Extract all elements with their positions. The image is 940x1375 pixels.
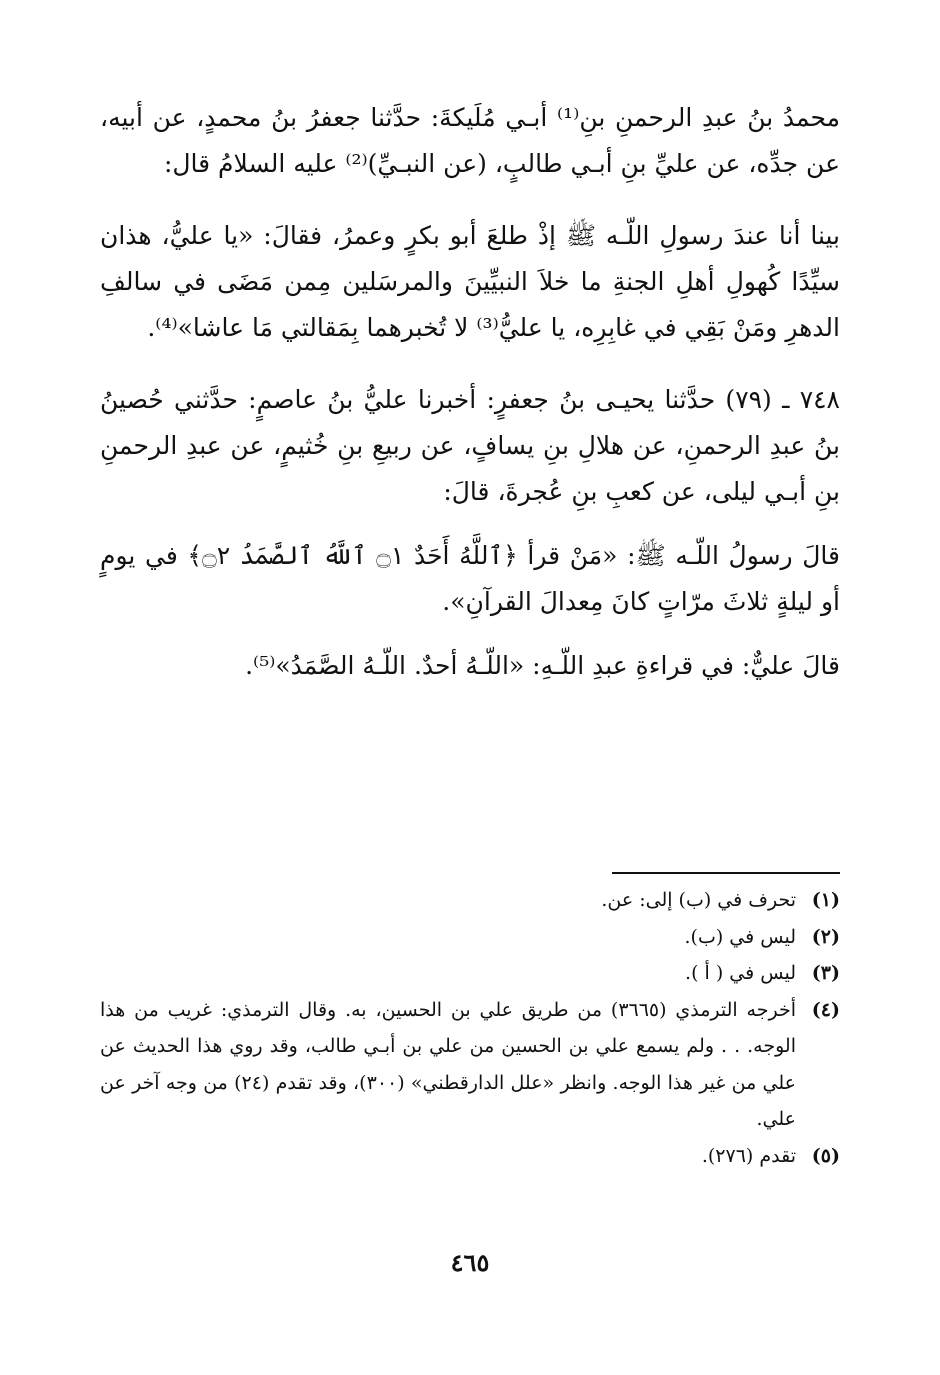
paragraph-ali-reading: قالَ عليٌّ: في قراءةِ عبدِ اللّـهِ: «اللّـهُ أحدٌ. اللّـهُ الصَّمَدُ»⁽⁵⁾.: [245, 651, 840, 680]
page-number: ٤٦٥: [450, 1248, 490, 1277]
footnotes-list: [100, 882, 840, 1174]
paragraph-isnad-intro: محمدُ بنُ عبدِ الرحمنِ بنِ⁽¹⁾ أبـي مُلَيكةَ: حدَّثنا جعفرُ بنُ محمدٍ، عن أبيه، عن جدِّه، عن عليِّ بنِ أبـي طالبٍ، (عن النبـيِّ)⁽²⁾ عليه السلامُ قال:: [100, 103, 840, 178]
footnote-text: تقدم (٢٧٦).: [701, 1144, 796, 1167]
paragraph-hadith-748-isnad: ٧٤٨ ـ (٧٩) حدَّثنا يحيـى بنُ جعفرٍ: أخبرنا عليُّ بنُ عاصمٍ: حدَّثني حُصينُ بنُ عبدِ الرحمنِ، عن هلالِ بنِ يسافٍ، عن ربيعِ بنِ خُثيمٍ، عن عبدِ الرحمنِ بنِ أبـي ليلى، عن كعبِ بنِ عُجرةَ، قالَ:: [100, 385, 840, 506]
footnote-1: [100, 882, 840, 919]
footnote-5: [100, 1138, 840, 1175]
paragraph-hadith-abu-bakr-umar: بينا أنا عندَ رسولِ اللّـه ﷺ إذْ طلعَ أبو بكرٍ وعمرُ، فقالَ: «يا عليُّ، هذان سيِّدًا كُهولِ أهلِ الجنةِ ما خلاَ النبيِّينَ والمرسَلين مِمن مَضَى في سالفِ الدهرِ ومَنْ بَقِي في غابِرِه، يا عليُّ⁽³⁾ لا تُخبرهما بِمَقالتي مَا عاشا»⁽⁴⁾.: [100, 221, 840, 342]
footnote-2: [100, 919, 840, 956]
paragraph-hadith-748-matn: قالَ رسولُ اللّـه ﷺ: «مَنْ قرأ ﴿ٱللَّهُ أَحَدٌ ۝١ ٱللَّهُ ٱلصَّمَدُ ۝٢﴾ في يومٍ أو ليلةٍ ثلاثَ مرّاتٍ كانَ مِعدالَ القرآنِ».: [100, 541, 841, 616]
footnote-number: (١): [811, 889, 840, 911]
footnote-divider: [612, 872, 840, 874]
footnote-number: (٢): [811, 925, 840, 948]
footnote-number: (٤): [811, 998, 840, 1021]
footnote-text: ليس في ( أ ).: [685, 962, 796, 984]
footnote-text: تحرف في (ب) إلى: عن.: [601, 889, 796, 911]
footnote-4: [100, 992, 840, 1138]
footnote-text: أخرجه الترمذي (٣٦٦٥) من طريق علي بن الحسين، به. وقال الترمذي: غريب من هذا الوجه. . . ولم يسمع علي بن الحسين من علي بن أبـي طالب، وقد روي هذا الحديث عن علي من غير هذا الوجه. وانظر «علل الدارقطني» (٣٠٠)، وقد تقدم (٢٤) من وجه آخر عن علي.: [100, 998, 796, 1130]
footnote-number: (٥): [811, 1144, 840, 1167]
footnote-number: (٣): [811, 962, 840, 984]
footnote-3: [100, 955, 840, 992]
footnote-text: ليس في (ب).: [684, 925, 796, 948]
main-text: [100, 95, 840, 689]
